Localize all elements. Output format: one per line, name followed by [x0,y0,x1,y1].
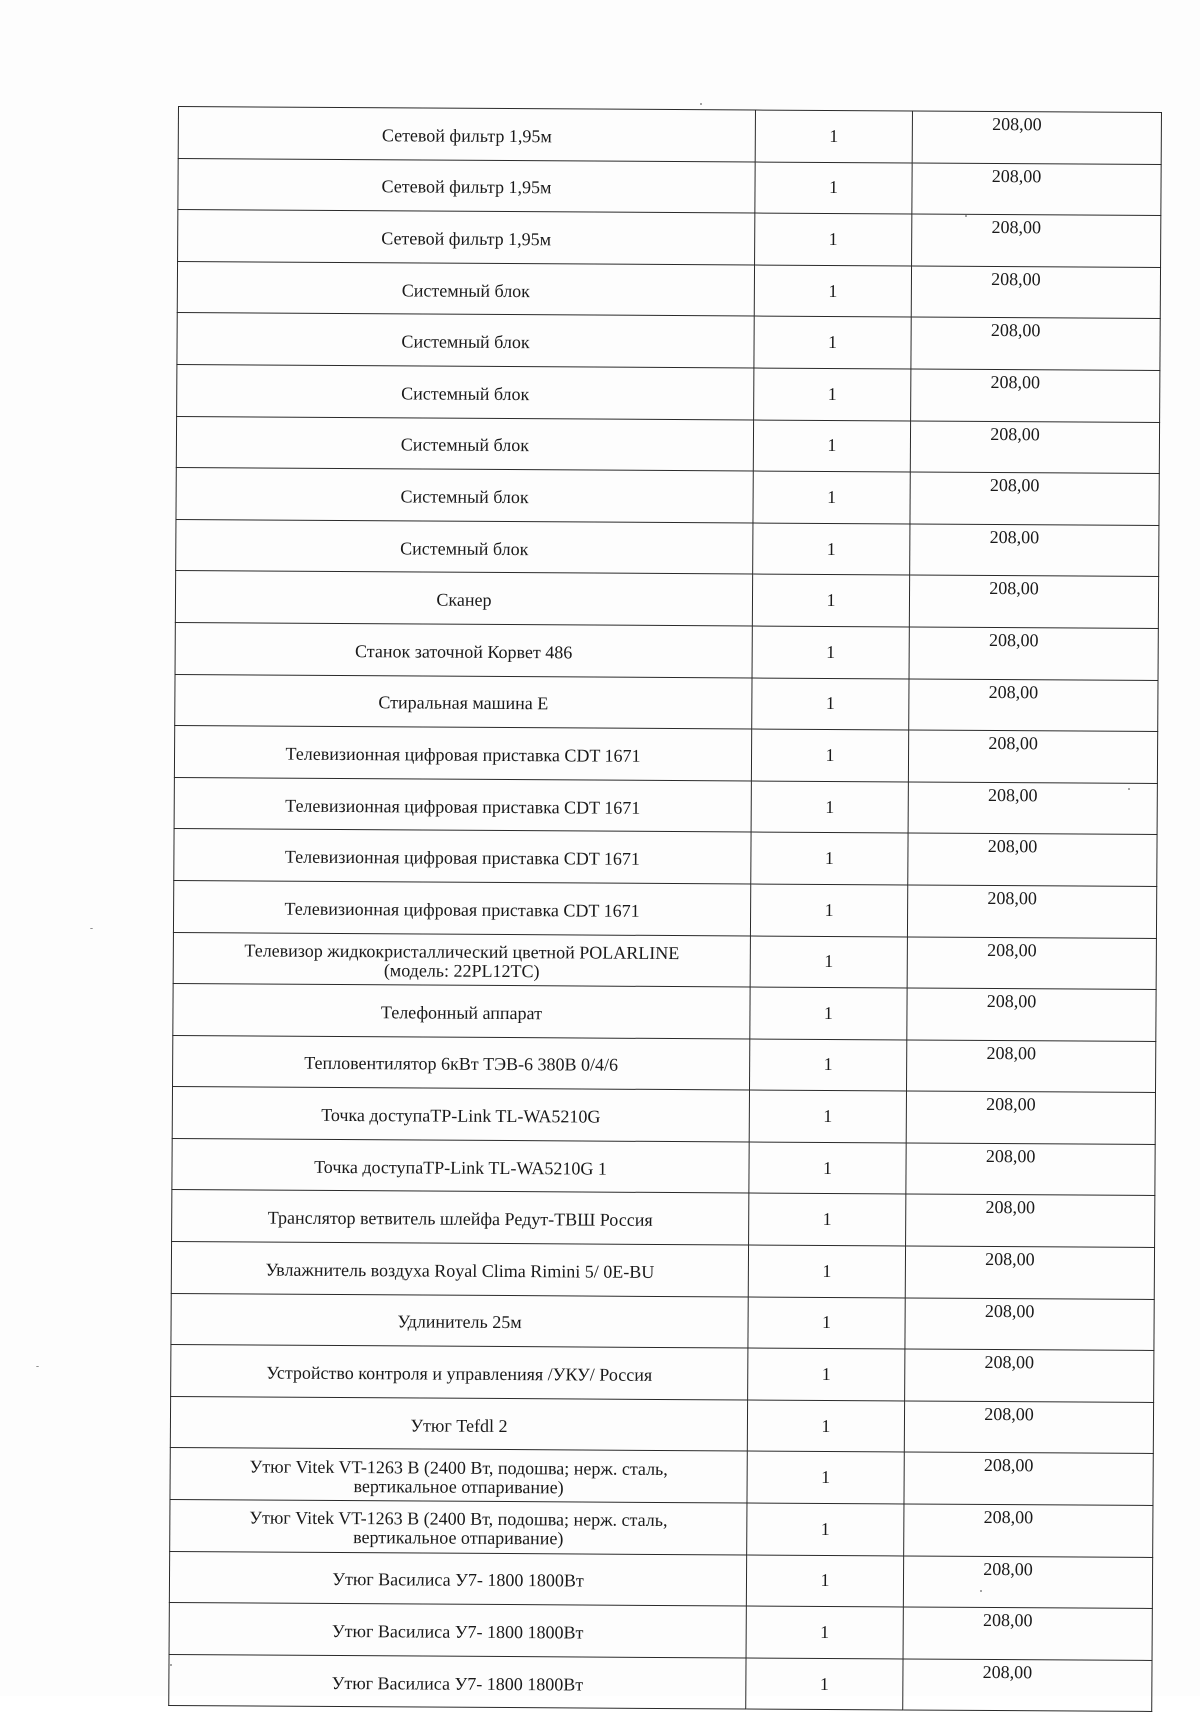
item-quantity: 1 [747,1400,904,1453]
item-price: 208,00 [909,627,1158,680]
item-name: Системный блок [400,486,529,508]
item-name-cell [171,1345,748,1400]
item-name-cell [177,364,754,419]
item-quantity: 1 [753,471,910,524]
item-name-cell [174,829,751,884]
item-name: Транслятор ветвитель шлейфа Редут-ТВШ Россия [267,1207,653,1231]
item-name-cell [169,1654,746,1709]
table-row [172,1138,1155,1196]
item-name-cell [176,519,753,574]
item-quantity: 1 [753,523,910,576]
table-row [174,829,1157,887]
item-price: 208,00 [905,1298,1154,1351]
item-name: Системный блок [400,434,530,456]
item-name: Утюг Vitek VT-1263 B (2400 Вт, подошва; нерж. сталь, вертикальное отпаривание) [249,1456,668,1498]
table-row [176,468,1159,526]
table-row [169,1654,1152,1712]
item-price: 208,00 [912,111,1161,164]
item-quantity: 1 [750,987,907,1040]
table-row [172,1190,1155,1248]
item-name-cell [176,416,753,471]
item-price: 208,00 [906,1194,1155,1247]
item-price: 208,00 [910,524,1159,577]
item-name-cell [169,1603,746,1658]
item-quantity: 1 [754,316,911,369]
item-quantity: 1 [748,1245,905,1298]
item-name: Утюг Василиса У7- 1800 1800Вт [331,1620,584,1643]
item-name: Увлажнитель воздуха Royal Clima Rimini 5/ 0E-BU [265,1259,655,1282]
item-price: 208,00 [909,679,1158,732]
item-quantity: 1 [746,1606,903,1659]
item-name: Системный блок [401,279,531,301]
table-row [177,364,1160,422]
table-row [175,622,1158,680]
item-name-cell [178,107,755,162]
item-name-cell [169,1551,746,1606]
item-name: Телевизионная цифровая приставка CDT 1671 [284,898,640,921]
item-name: Системный блок [401,331,530,353]
item-name: Точка доступаTP-Link TL-WA5210G [321,1104,601,1127]
item-quantity: 1 [755,162,912,215]
item-name-cell [170,1448,747,1503]
item-quantity: 1 [749,1142,906,1195]
item-price: 208,00 [910,421,1159,474]
item-quantity: 1 [748,1297,905,1350]
item-quantity: 1 [754,265,911,318]
item-price: 208,00 [904,1452,1153,1505]
item-name-cell [177,313,754,368]
item-quantity: 1 [751,729,908,782]
item-price: 208,00 [903,1659,1152,1712]
item-name-cell [173,932,750,987]
item-name-cell [170,1396,747,1451]
item-name: Тепловентилятор 6кВт ТЭВ-6 380В 0/4/6 [304,1053,619,1076]
table-row [178,107,1161,165]
scan-speck [980,1590,982,1592]
item-quantity: 1 [750,936,907,989]
item-quantity: 1 [754,368,911,421]
item-price: 208,00 [909,575,1158,628]
item-price: 208,00 [903,1607,1152,1660]
item-name-cell [177,261,754,316]
item-name-cell [174,726,751,781]
item-name: Телевизор жидкокристаллический цветной POLARLINE (модель: 22PL12TC) [244,940,680,982]
item-name-cell [171,1293,748,1348]
item-name: Точка доступаTP-Link TL-WA5210G 1 [314,1156,607,1179]
item-quantity: 1 [746,1658,903,1711]
table-row [172,1087,1155,1145]
table-row [170,1500,1153,1558]
item-name-cell [173,1035,750,1090]
item-name-cell [172,1138,749,1193]
table-row [174,726,1157,784]
item-price: 208,00 [912,214,1161,267]
item-price: 208,00 [904,1504,1153,1557]
item-name-cell [173,880,750,935]
table-row [169,1551,1152,1609]
item-price: 208,00 [910,472,1159,525]
table-row [177,261,1160,319]
table-row [171,1242,1154,1300]
item-price: 208,00 [903,1556,1152,1609]
item-quantity: 1 [752,678,909,731]
scan-speck [700,103,702,105]
item-name: Телефонный аппарат [380,1002,543,1024]
table-row [173,880,1156,938]
table-row [175,674,1158,732]
item-name: Системный блок [400,537,529,559]
item-name: Утюг Василиса У7- 1800 1800Вт [331,1672,584,1695]
item-price: 208,00 [908,833,1157,886]
item-quantity: 1 [749,1090,906,1143]
item-quantity: 1 [749,1039,906,1092]
item-price: 208,00 [906,1143,1155,1196]
scan-speck [36,1366,39,1367]
item-quantity: 1 [749,1193,906,1246]
item-name: Телевизионная цифровая приставка CDT 1671 [285,743,641,766]
item-name: Сетевой фильтр 1,95м [381,125,552,147]
item-price: 208,00 [905,1349,1154,1402]
item-price: 208,00 [911,266,1160,319]
item-quantity: 1 [752,574,909,627]
item-name-cell [172,1190,749,1245]
item-price: 208,00 [905,1246,1154,1299]
item-name-cell [176,468,753,523]
item-name: Сканер [436,589,492,611]
item-name-cell [175,622,752,677]
table-row [173,932,1156,990]
scan-speck [965,215,967,217]
item-name: Системный блок [401,383,530,404]
table-row [178,158,1161,216]
item-quantity: 1 [750,884,907,937]
item-name: Стиральная машина Е [378,692,549,714]
inventory-table [168,106,1162,1712]
item-price: 208,00 [904,1401,1153,1454]
item-price: 208,00 [911,369,1160,422]
table-row [173,1035,1156,1093]
item-price: 208,00 [907,988,1156,1041]
item-name: Телевизионная цифровая приставка CDT 1671 [284,846,641,869]
item-quantity: 1 [747,1503,904,1556]
table-row [176,519,1159,577]
item-quantity: 1 [747,1451,904,1504]
item-name: Устройство контроля и управленияя /УКУ/ Россия [266,1362,653,1385]
item-name: Сетевой фильтр 1,95м [381,228,552,250]
item-quantity: 1 [753,420,910,473]
item-name: Удлинитель 25м [397,1311,522,1333]
item-name: Утюг Василиса У7- 1800 1800Вт [332,1569,584,1591]
item-quantity: 1 [751,781,908,834]
item-name: Станок заточной Корвет 486 [355,640,573,663]
table-row [174,777,1157,835]
item-name-cell [178,158,755,213]
table-row [171,1345,1154,1403]
item-name-cell [174,777,751,832]
scan-speck [1128,788,1130,790]
item-price: 208,00 [907,936,1156,989]
table-row [169,1603,1152,1661]
table-row [173,984,1156,1042]
item-name: Утюг Vitek VT-1263 B (2400 Вт, подошва; нерж. сталь, вертикальное отпаривание) [249,1507,668,1549]
item-price: 208,00 [911,317,1160,370]
item-name: Утюг Tefdl 2 [410,1415,508,1436]
table-row [170,1396,1153,1454]
item-name-cell [171,1242,748,1297]
table-body [169,107,1162,1712]
item-name-cell [175,571,752,626]
item-quantity: 1 [746,1555,903,1608]
table-row [170,1448,1153,1506]
item-quantity: 1 [752,626,909,679]
item-name-cell [173,984,750,1039]
table-row [177,313,1160,371]
table-row [176,416,1159,474]
scan-speck [170,1664,172,1666]
item-name-cell [178,210,755,265]
item-price: 208,00 [908,782,1157,835]
item-quantity: 1 [755,110,912,163]
table-row [178,210,1161,268]
table-row [175,571,1158,629]
item-name: Телевизионная цифровая приставка CDT 1671 [285,795,641,818]
item-quantity: 1 [751,832,908,885]
table-row [171,1293,1154,1351]
item-name: Сетевой фильтр 1,95м [381,176,552,198]
item-price: 208,00 [906,1040,1155,1093]
item-price: 208,00 [906,1091,1155,1144]
item-quantity: 1 [748,1348,905,1401]
item-price: 208,00 [907,885,1156,938]
scan-speck [90,928,93,929]
item-name-cell [170,1500,747,1555]
item-quantity: 1 [755,213,912,266]
item-name-cell [175,674,752,729]
item-price: 208,00 [908,730,1157,783]
item-name-cell [172,1087,749,1142]
item-price: 208,00 [912,163,1161,216]
